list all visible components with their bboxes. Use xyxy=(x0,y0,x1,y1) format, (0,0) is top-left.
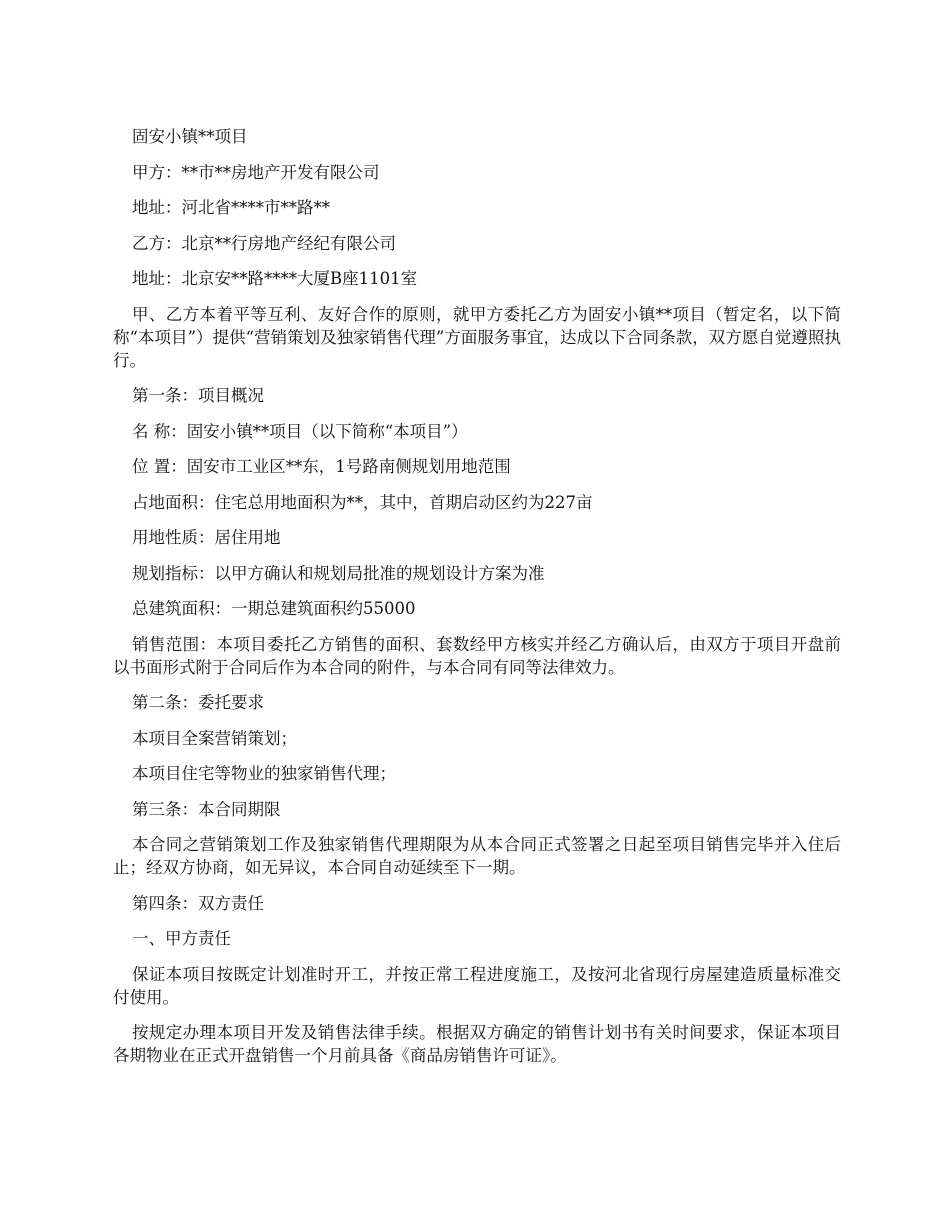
party-a: 甲方：**市**房地产开发有限公司 xyxy=(132,162,380,182)
requirement-sales-agency: 本项目住宅等物业的独家销售代理； xyxy=(132,764,396,783)
article-1-heading: 第一条：项目概况 xyxy=(132,386,264,405)
party-b-address: 地址：北京安**路****大厦B座1101室 xyxy=(132,269,418,288)
party-b: 乙方：北京**行房地产经纪有限公司 xyxy=(132,233,396,253)
party-a-responsibility-heading: 一、甲方责任 xyxy=(132,929,231,948)
total-building-area: 总建筑面积：一期总建筑面积约55000 xyxy=(132,599,416,618)
sales-scope: 销售范围：本项目委托乙方销售的面积、套数经甲方核实并经乙方确认后，由双方于项目开盘前以书面形式附于合同后作为本合同的附件，与本合同有同等法律效力。 xyxy=(113,634,841,677)
contract-body xyxy=(113,125,841,1080)
land-use: 用地性质：居住用地 xyxy=(132,528,281,547)
party-a-address: 地址：河北省****市**路** xyxy=(132,198,330,217)
responsibility-construction: 保证本项目按既定计划准时开工，并按正常工程进度施工，及按河北省现行房屋建造质量标准交付使用。 xyxy=(113,964,841,1007)
requirement-marketing: 本项目全案营销策划； xyxy=(132,728,297,748)
contract-term: 本合同之营销策划工作及独家销售代理期限为从本合同正式签署之日起至项目销售完毕并入住后止；经双方协商，如无异议，本合同自动延续至下一期。 xyxy=(113,835,841,877)
project-location: 位 置：固安市工业区**东，1号路南侧规划用地范围 xyxy=(132,457,511,476)
planning-indicators: 规划指标：以甲方确认和规划局批准的规划设计方案为准 xyxy=(132,563,545,583)
land-area: 占地面积：住宅总用地面积为**，其中，首期启动区约为227亩 xyxy=(132,492,593,512)
preamble-paragraph: 甲、乙方本着平等互利、友好合作的原则，就甲方委托乙方为固安小镇**项目（暂定名，以下简称“本项目”）提供“营销策划及独家销售代理”方面服务事宜，达成以下合同条款，双方愿自觉遵照执行。 xyxy=(113,304,841,370)
article-4-heading: 第四条：双方责任 xyxy=(132,893,264,913)
responsibility-legal-procedures: 按规定办理本项目开发及销售法律手续。根据双方确定的销售计划书有关时间要求，保证本项目各期物业在正式开盘销售一个月前具备《商品房销售许可证》。 xyxy=(113,1023,841,1065)
article-3-heading: 第三条：本合同期限 xyxy=(132,799,281,819)
project-title: 固安小镇**项目 xyxy=(132,127,248,146)
article-2-heading: 第二条：委托要求 xyxy=(132,693,264,712)
project-name: 名 称：固安小镇**项目（以下简称“本项目”） xyxy=(132,421,468,441)
